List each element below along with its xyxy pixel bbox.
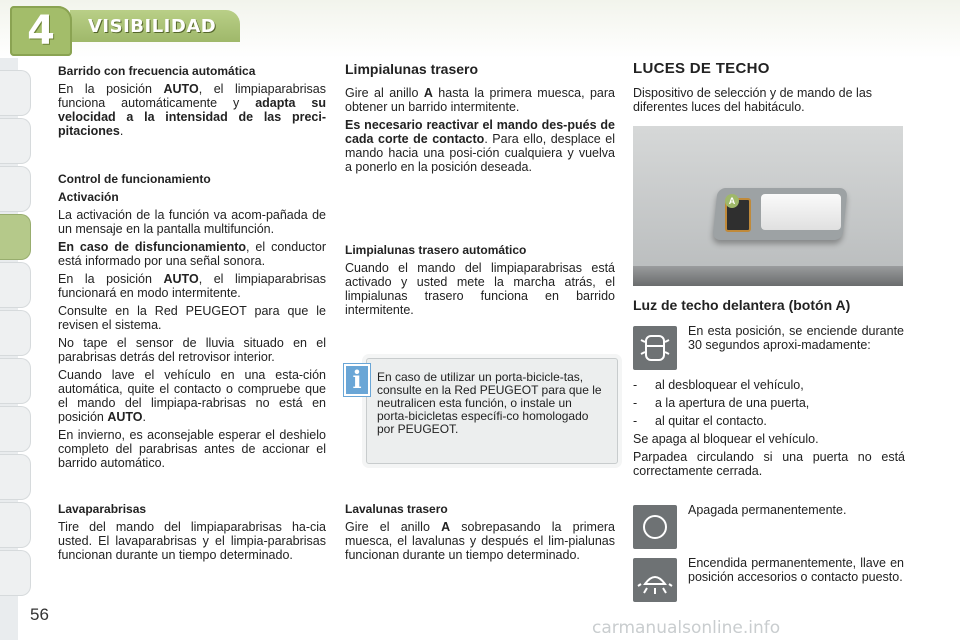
ceiling-light-photo: [633, 126, 903, 286]
text-bold: AUTO: [107, 410, 143, 424]
text-bold: A: [423, 86, 433, 100]
section-title-barrido: Barrido con frecuencia automática: [58, 64, 256, 78]
section-title-limpialunas-auto: Limpialunas trasero automático: [345, 243, 527, 257]
text-bold: AUTO: [163, 272, 199, 286]
list-item: - a la apertura de una puerta,: [633, 396, 905, 410]
text-bold: adapta su velocidad a la intensidad de las preci-pitaciones: [58, 96, 326, 138]
section-title-luces: LUCES DE TECHO: [633, 60, 770, 77]
text-bold: Es necesario reactivar el mando des-pués de cada corte de contacto: [345, 118, 615, 146]
page-number: 56: [30, 605, 49, 624]
paragraph-consulte: Consulte en la Red PEUGEOT para que le revisen el sistema.: [58, 304, 326, 332]
text-bold: En caso de disfuncionamiento: [58, 240, 247, 254]
column-middle-auto: [345, 243, 615, 321]
section-title-control: Control de funcionamiento: [58, 172, 211, 186]
text: , el limpiaparabrisas funciona automáticamente y: [58, 82, 326, 110]
info-box: [366, 358, 618, 464]
door-mode-list-block: [633, 378, 905, 482]
chapter-tab-6[interactable]: [0, 310, 31, 356]
paragraph-limpialunas-auto: Cuando el mando del limpiaparabrisas está activado y usted mete la marcha atrás, el limpialunas trasero funciona en barrido intermitente.: [345, 261, 615, 317]
text: En la posición: [58, 272, 164, 286]
chapter-tab-11[interactable]: [0, 550, 31, 596]
paragraph-activacion: La activación de la función va acom-pañada de un mensaje en la pantalla multifunción.: [58, 208, 326, 236]
page-title: VISIBILIDAD: [88, 16, 217, 37]
text: Gire el anillo: [345, 520, 442, 534]
paragraph-barrido: [58, 82, 326, 138]
text: En la posición: [58, 82, 164, 96]
chapter-number: 4: [27, 8, 55, 54]
photo-label-a: A: [725, 194, 739, 208]
paragraph-limpialunas-2: [345, 118, 615, 174]
info-text: En caso de utilizar un porta-bicicle-tas, consulte en la Red PEUGEOT para que le neutralicen esta función, o instale un porta-bicicletas específi-co homologado por PEUGEOT.: [377, 370, 602, 436]
section-title-delantera: Luz de techo delantera (botón A): [633, 297, 851, 313]
column-left-bottom: [58, 502, 326, 566]
door-mode-text: En esta posición, se enciende durante 30 segundos aproxi-madamente:: [688, 324, 904, 352]
chapter-badge: [10, 6, 72, 56]
chapter-tab-5[interactable]: [0, 262, 31, 308]
text: , el limpiaparabrisas funcionará en modo intermitente.: [58, 272, 326, 300]
text: Cuando lave el vehículo en una esta-ción automática, quite el contacto o compruebe que el mando del limpiapa-rabrisas no está en posición: [58, 368, 326, 424]
text: .: [142, 410, 147, 424]
paragraph-lavalunas: [345, 520, 615, 562]
chapter-tab-10[interactable]: [0, 502, 31, 548]
light-off-text: Apagada permanentemente.: [688, 503, 847, 517]
list-item: - al quitar el contacto.: [633, 414, 905, 428]
paragraph-no-tape: No tape el sensor de lluvia situado en el parabrisas detrás del retrovisor interior.: [58, 336, 326, 364]
lamp-lens: [761, 194, 841, 230]
paragraph-lavaparabrisas: Tire del mando del limpiaparabrisas ha-cia usted. El lavaparabrisas y el limpia-parabrisas funcionan durante un tiempo determinado.: [58, 520, 326, 562]
paragraph-auto-intermitente: [58, 272, 326, 300]
list-item: - al desbloquear el vehículo,: [633, 378, 905, 392]
text: hasta la primera muesca, para obtener un barrido intermitente.: [345, 86, 615, 114]
text-bold: AUTO: [163, 82, 199, 96]
chapter-tab-8[interactable]: [0, 406, 31, 452]
watermark: carmanualsonline.info: [592, 618, 781, 638]
section-title-lavaparabrisas: Lavaparabrisas: [58, 502, 147, 516]
light-on-text: Encendida permanentemente, llave en posición accesorios o contacto puesto.: [688, 556, 904, 584]
paragraph-disfuncionamiento: [58, 240, 326, 268]
text: Gire al anillo: [345, 86, 424, 100]
chapter-tab-1[interactable]: [0, 70, 31, 116]
column-middle: [345, 62, 615, 178]
column-left: [58, 64, 326, 474]
chapter-tab-4-active[interactable]: [0, 214, 31, 260]
paragraph-cuando-lave: [58, 368, 326, 424]
text: .: [119, 124, 124, 138]
section-title-lavalunas: Lavalunas trasero: [345, 502, 448, 516]
column-right: [633, 62, 905, 118]
section-title-limpialunas: Limpialunas trasero: [345, 61, 479, 77]
text: , el conductor está informado por una señal sonora.: [58, 240, 327, 268]
section-delantera: [633, 298, 905, 312]
chapter-tab-2[interactable]: [0, 118, 31, 164]
subsection-title-activacion: Activación: [58, 190, 119, 204]
info-icon: i: [344, 364, 370, 396]
door-mode-list: [633, 378, 905, 428]
chapter-tab-9[interactable]: [0, 454, 31, 500]
chapter-tab-7[interactable]: [0, 358, 31, 404]
text-bold: A: [441, 520, 451, 534]
paragraph-invierno: En invierno, es aconsejable esperar el deshielo completo del parabrisas antes de accionar el barrido automático.: [58, 428, 326, 470]
light-off-icon: [633, 505, 677, 549]
text: . Para ello, desplace el mando hacia una posi-ción cualquiera y vuelva a ponerlo en la posición deseada.: [345, 132, 615, 174]
column-middle-bottom: [345, 502, 615, 566]
door-mode-icon: [633, 326, 677, 370]
paragraph-limpialunas-1: [345, 86, 615, 114]
light-on-icon: [633, 558, 677, 602]
text: sobrepasando la primera muesca, el lavalunas y después el lim-pialunas funcionan durante un tiempo determinado.: [345, 520, 616, 562]
paragraph-parpadea: Parpadea circulando si una puerta no está correctamente cerrada.: [633, 450, 905, 478]
paragraph-se-apaga: Se apaga al bloquear el vehículo.: [633, 432, 819, 446]
chapter-tab-3[interactable]: [0, 166, 31, 212]
paragraph-luces: Dispositivo de selección y de mando de las diferentes luces del habitáculo.: [633, 86, 873, 114]
photo-ridge: [633, 266, 903, 286]
